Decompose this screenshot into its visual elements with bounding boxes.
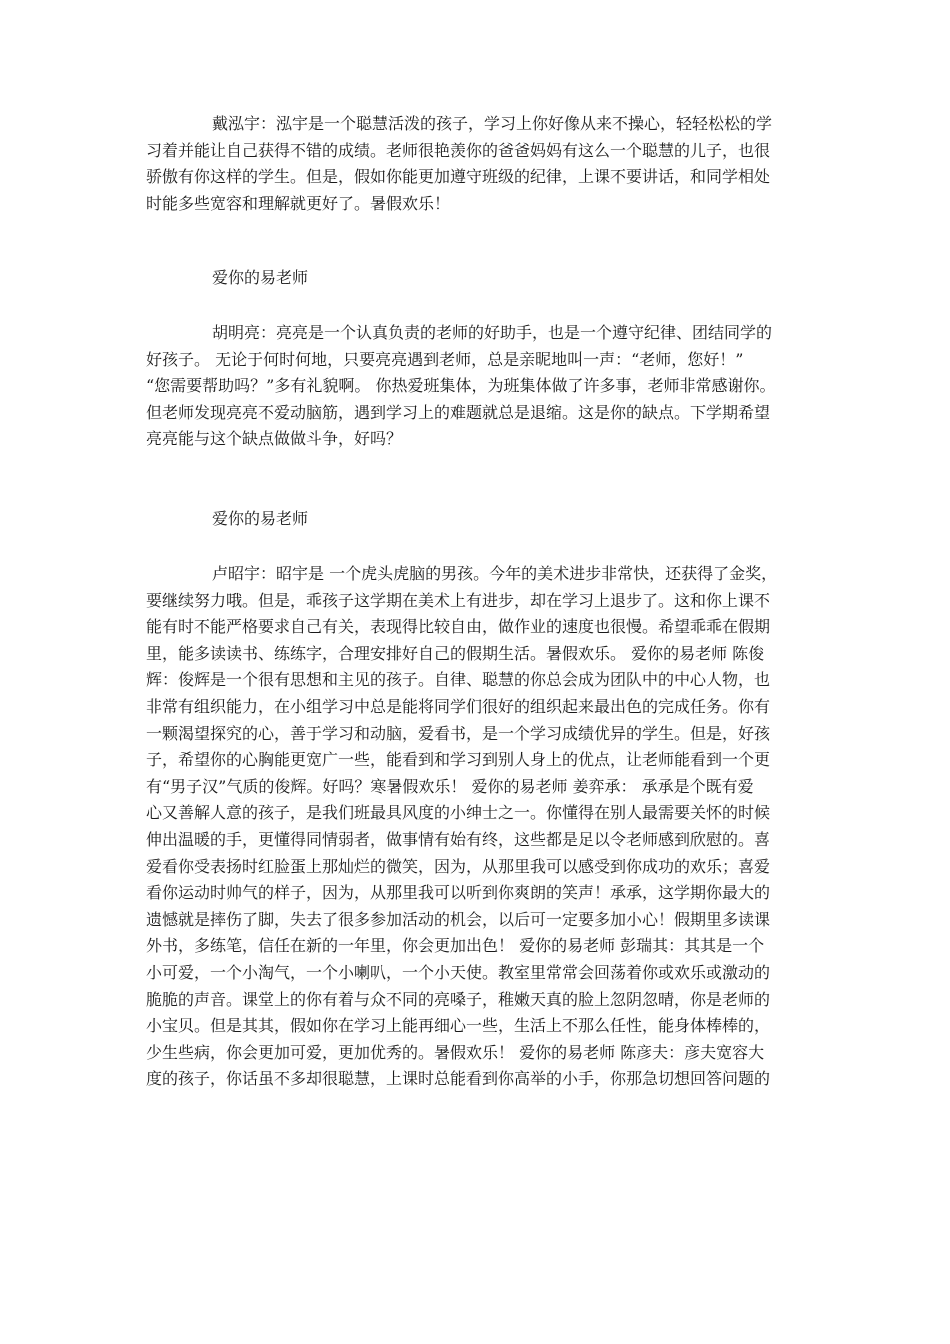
text-line: 能有时不能严格要求自己有关，表现得比较自由，做作业的速度也很慢。希望乖乖在假期 xyxy=(146,617,771,637)
text-line: 亮亮能与这个缺点做做斗争，好吗？ xyxy=(146,429,403,449)
paragraph-hu-mingliang xyxy=(146,320,806,453)
teacher-signature: 爱你的易老师 xyxy=(212,509,309,528)
text-line: 但老师发现亮亮不爱动脑筋，遇到学习上的难题就总是退缩。这是你的缺点。下学期希望 xyxy=(146,402,771,422)
text-line: 胡明亮：亮亮是一个认真负责的老师的好助手，也是一个遵守纪律、团结同学的 xyxy=(212,323,773,342)
text-line: 非常有组织能力，在小组学习中总是能将同学们很好的组织起来最出色的完成任务。你有 xyxy=(146,696,771,716)
text-line: 习着并能让自己获得不错的成绩。老师很艳羡你的爸爸妈妈有这么一个聪慧的儿子，也很 xyxy=(146,140,771,160)
text-line: 少生些病，你会更加可爱，更加优秀的。暑假欢乐！ 爱你的易老师 陈彦夫：彦夫宽容大 xyxy=(146,1042,765,1062)
paragraph-dai-hongyu xyxy=(146,111,806,217)
text-line: 外书，多练笔，信任在新的一年里，你会更加出色！ 爱你的易老师 彭瑞其：其其是一个 xyxy=(146,936,765,956)
text-line: “您需要帮助吗？”多有礼貌啊。 你热爱班集体，为班集体做了许多事，老师非常感谢你。 xyxy=(146,376,776,396)
text-line: 子，希望你的心胸能更宽广一些，能看到和学习到别人身上的优点，让老师能看到一个更 xyxy=(146,750,771,770)
text-line: 时能多些宽容和理解就更好了。暑假欢乐！ xyxy=(146,193,451,213)
text-line: 看你运动时帅气的样子，因为，从那里我可以听到你爽朗的笑声！承承，这学期你最大的 xyxy=(146,883,771,903)
text-line: 卢昭宇：昭宇是 一个虎头虎脑的男孩。今年的美术进步非常快，还获得了金奖， xyxy=(212,564,778,583)
text-line: 要继续努力哦。但是，乖孩子这学期在美术上有进步，却在学习上退步了。这和你上课不 xyxy=(146,590,771,610)
text-line: 里，能多读读书、练练字，合理安排好自己的假期生活。暑假欢乐。 爱你的易老师 陈俊 xyxy=(146,643,765,663)
text-line: 戴泓宇：泓宇是一个聪慧活泼的孩子，学习上你好像从来不操心，轻轻松松的学 xyxy=(212,114,773,133)
text-line: 小宝贝。但是其其，假如你在学习上能再细心一些，生活上不那么任性，能身体棒棒的， xyxy=(146,1016,771,1036)
paragraph-lu-zhaoyu xyxy=(146,561,806,1093)
text-line: 辉：俊辉是一个很有思想和主见的孩子。自律、聪慧的你总会成为团队中的中心人物，也 xyxy=(146,670,771,690)
text-line: 有“男子汉”气质的俊辉。好吗？寒暑假欢乐！ 爱你的易老师 姜弈承： 承承是个既有爱 xyxy=(146,776,754,796)
text-line: 小可爱，一个小淘气，一个小喇叭，一个小天使。教室里常常会回荡着你或欢乐或激动的 xyxy=(146,962,771,982)
text-line: 脆脆的声音。课堂上的你有着与众不同的亮嗓子，稚嫩天真的脸上忽阴忽晴，你是老师的 xyxy=(146,989,771,1009)
text-line: 爱看你受表扬时红脸蛋上那灿烂的微笑，因为，从那里我可以感受到你成功的欢乐；喜爱 xyxy=(146,856,771,876)
text-line: 伸出温暖的手，更懂得同情弱者，做事情有始有终，这些都是足以令老师感到欣慰的。喜 xyxy=(146,829,771,849)
text-line: 遗憾就是摔伤了脚，失去了很多参加活动的机会，以后可一定要多加小心！假期里多读课 xyxy=(146,909,771,929)
text-line: 一颗渴望探究的心，善于学习和动脑，爱看书，是一个学习成绩优异的学生。但是，好孩 xyxy=(146,723,771,743)
teacher-signature: 爱你的易老师 xyxy=(212,268,309,287)
text-line: 心又善解人意的孩子，是我们班最具风度的小绅士之一。你懂得在别人最需要关怀的时候 xyxy=(146,803,771,823)
text-line: 好孩子。 无论于何时何地，只要亮亮遇到老师，总是亲昵地叫一声：“老师，您好！” xyxy=(146,349,744,369)
text-line: 骄傲有你这样的学生。但是，假如你能更加遵守班级的纪律，上课不要讲话，和同学相处 xyxy=(146,167,771,187)
text-line: 度的孩子，你话虽不多却很聪慧，上课时总能看到你高举的小手，你那急切想回答问题的 xyxy=(146,1069,771,1089)
